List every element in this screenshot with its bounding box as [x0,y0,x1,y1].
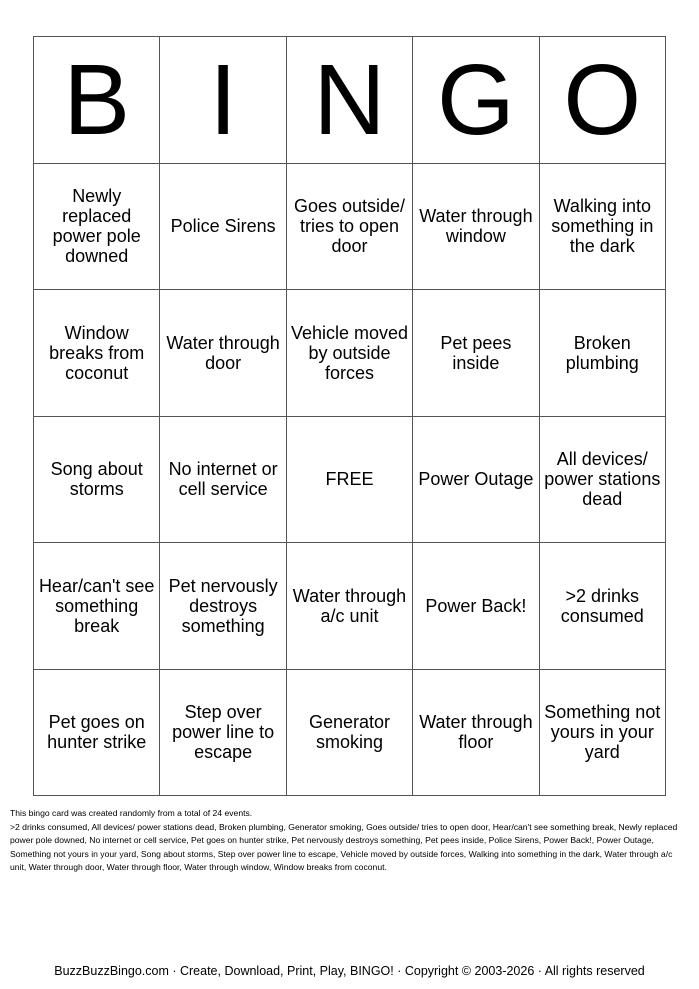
event-list-footnote [10,807,690,875]
bingo-cell: No internet or cell service [160,417,286,544]
bingo-cell: All devices/ power stations dead [540,417,666,544]
bingo-cell: Broken plumbing [540,290,666,417]
footnote-intro: This bingo card was created randomly from a total of 24 events. [10,808,253,818]
header-letter-o: O [540,37,666,164]
bingo-cell: Power Back! [413,543,539,670]
bingo-cell: Water through window [413,164,539,291]
bingo-cell: Newly replaced power pole downed [34,164,160,291]
bingo-cell: Generator smoking [287,670,413,797]
bingo-cell: Pet pees inside [413,290,539,417]
bingo-cell: Power Outage [413,417,539,544]
bingo-cell: Water through door [160,290,286,417]
bingo-cell: Step over power line to escape [160,670,286,797]
bingo-cell: Vehicle moved by outside forces [287,290,413,417]
bingo-cell: >2 drinks consumed [540,543,666,670]
bingo-card [33,36,666,796]
bingo-cell: Window breaks from coconut [34,290,160,417]
header-letter-g: G [413,37,539,164]
bingo-cell: Hear/can't see something break [34,543,160,670]
header-letter-i: I [160,37,286,164]
copyright-footer: BuzzBuzzBingo.com · Create, Download, Print, Play, BINGO! · Copyright © 2003-2026 · All rights reserved [54,964,645,978]
bingo-cell: Pet nervously destroys something [160,543,286,670]
free-space-cell: FREE [287,417,413,544]
header-letter-n: N [287,37,413,164]
bingo-cell: Police Sirens [160,164,286,291]
bingo-cell: Song about storms [34,417,160,544]
bingo-cell: Walking into something in the dark [540,164,666,291]
footnote-events: >2 drinks consumed, All devices/ power stations dead, Broken plumbing, Generator smoking, Goes outside/ tries to open door, Hear/can't see something break, Newly replaced power pole downed, No internet or cell service, Pet goes on hunter strike, Pet nervously destroys something, Pet pees inside, Police Sirens, Power Back!, Power Outage, Something not yours in your yard, Song about storms, Step over power line to escape, Vehicle moved by outside forces, Walking into something in the dark, Water through a/c unit, Water through door, Water through floor, Water through window, Window breaks from coconut. [10,821,678,872]
bingo-cell: Water through floor [413,670,539,797]
header-letter-b: B [34,37,160,164]
bingo-cell: Something not yours in your yard [540,670,666,797]
bingo-cell: Goes outside/ tries to open door [287,164,413,291]
bingo-cell: Water through a/c unit [287,543,413,670]
bingo-cell: Pet goes on hunter strike [34,670,160,797]
